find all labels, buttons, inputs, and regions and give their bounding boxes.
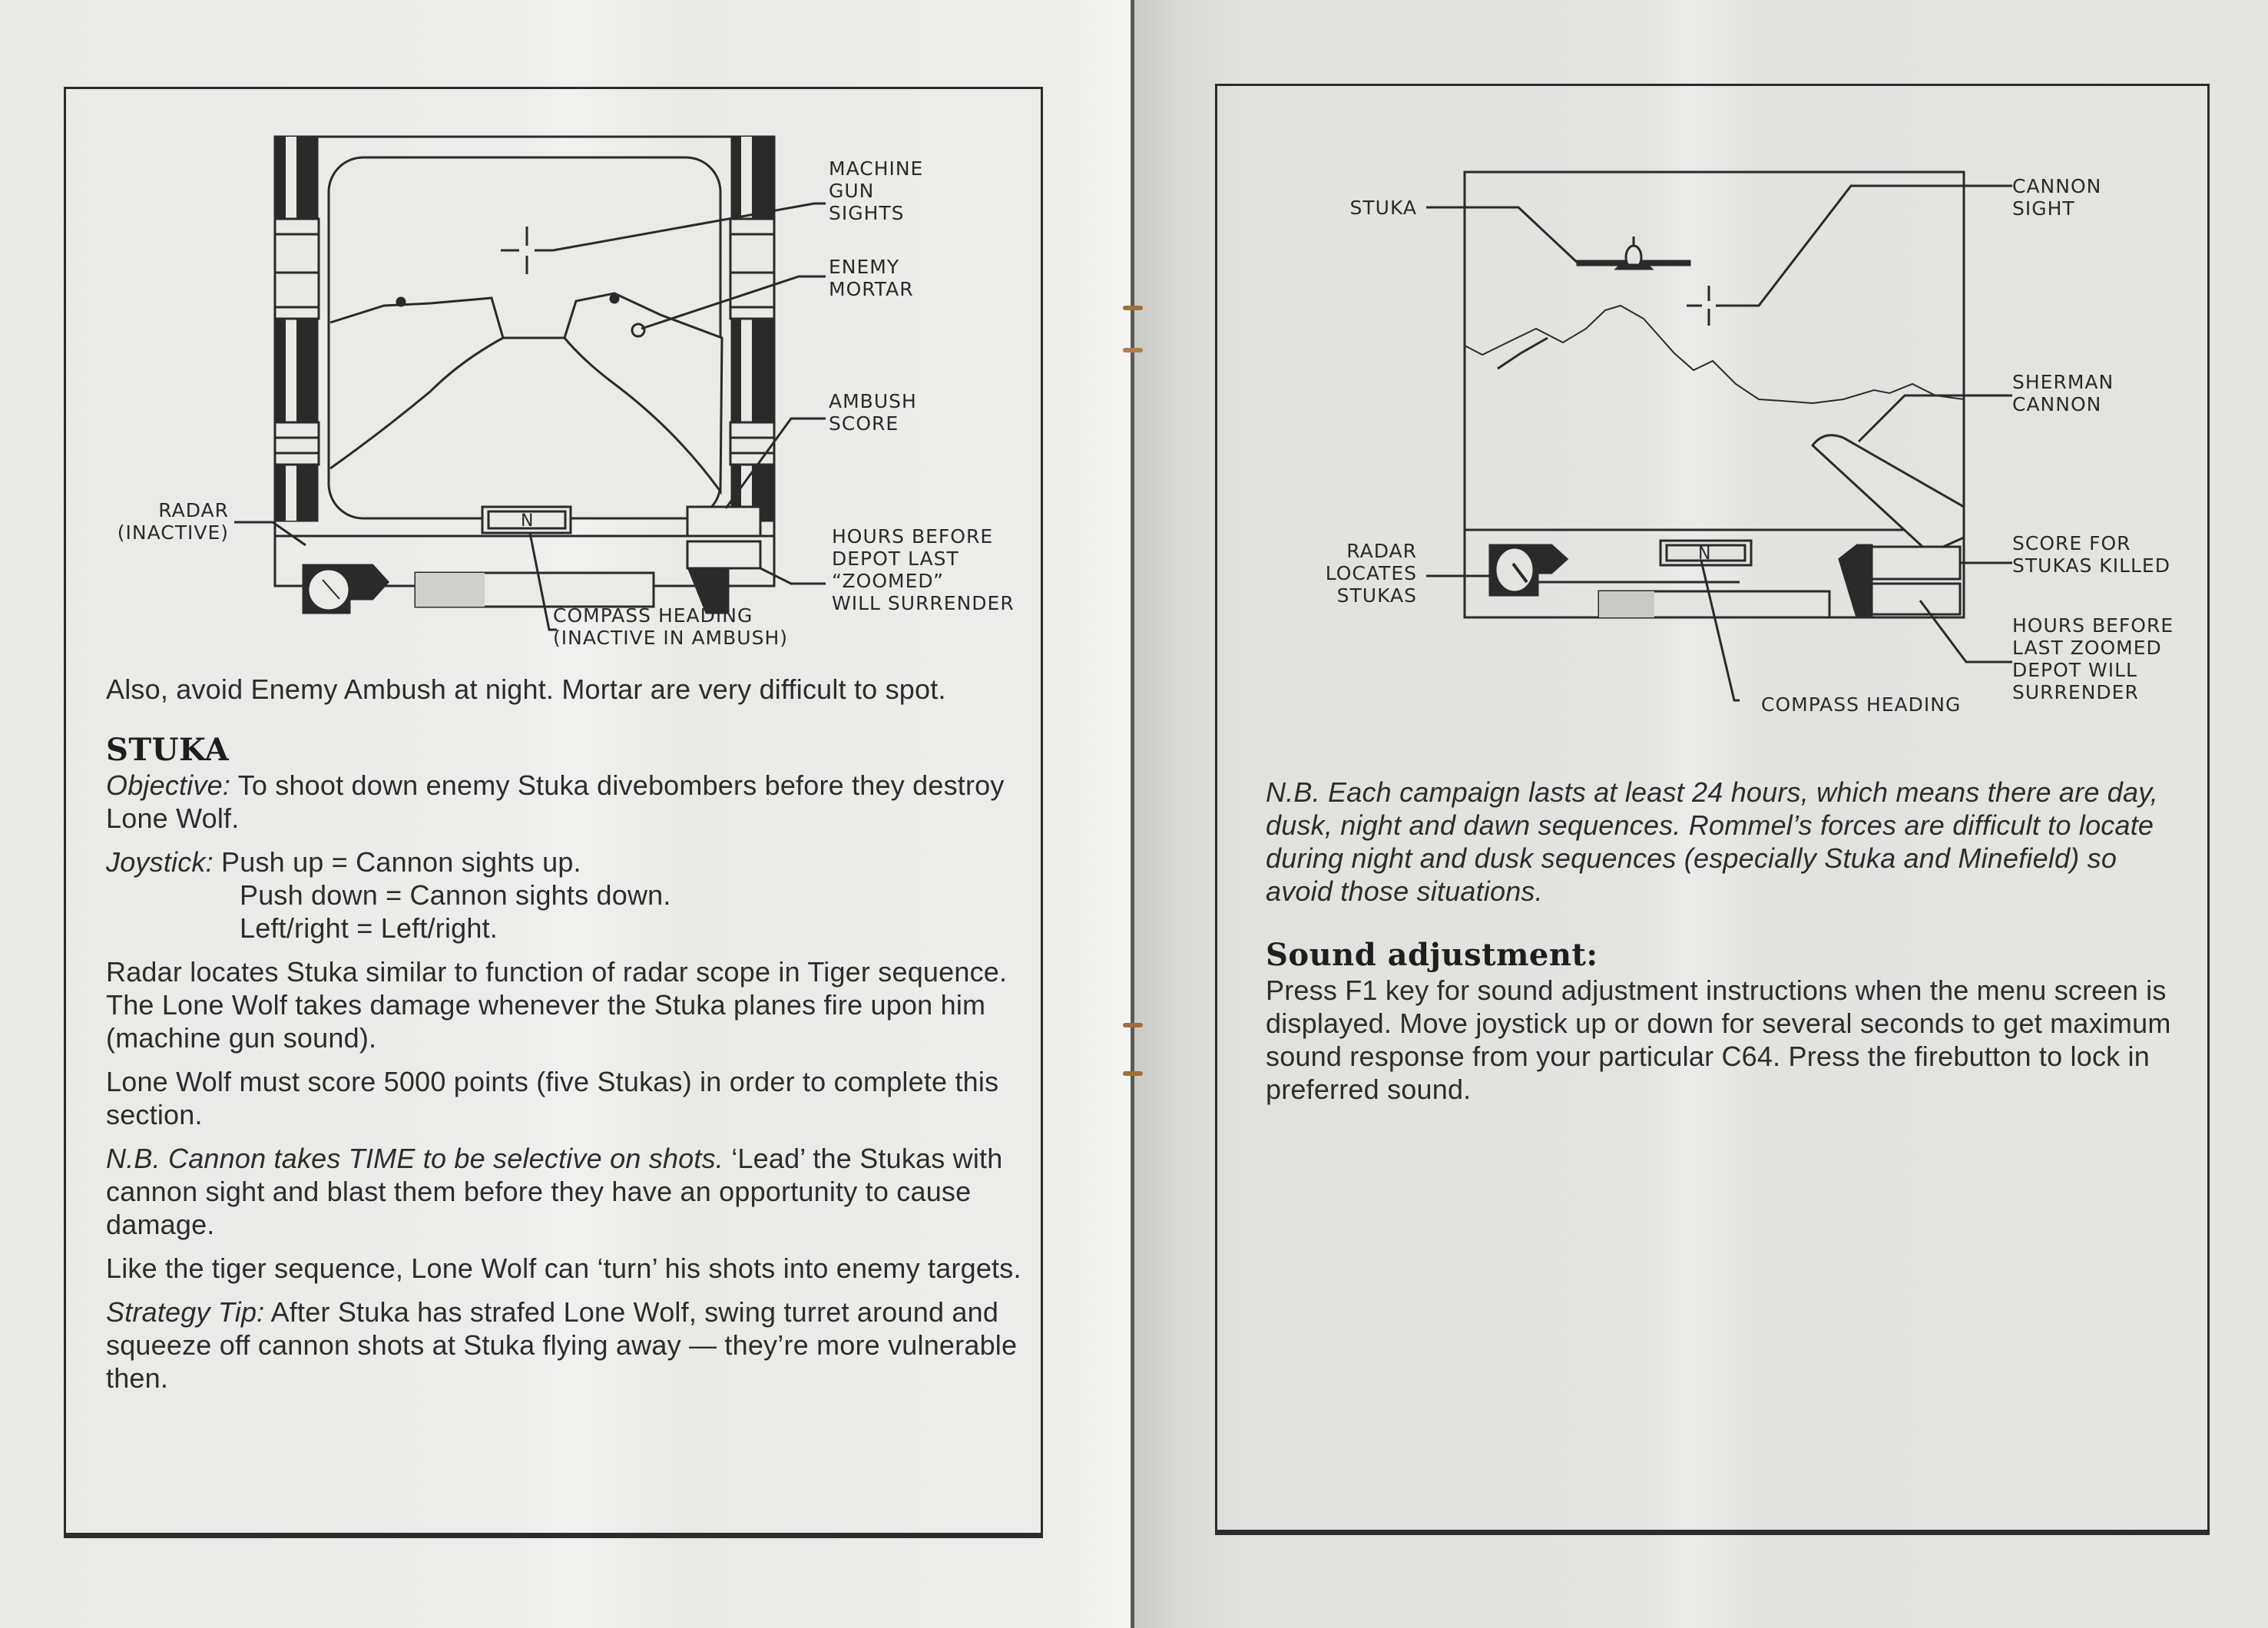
- sherman-cannon-icon: [1813, 435, 1964, 553]
- right-body: [1266, 776, 2172, 1117]
- label-radar-locates-stukas: RADAR LOCATES STUKAS: [1325, 540, 1417, 607]
- nb-rest: ‘Lead’ the Stukas with cannon sight and blast them before they have an opportunity to cause damage.: [106, 1143, 1003, 1240]
- nb-italic: N.B. Cannon takes TIME to be selective on shots.: [106, 1143, 723, 1174]
- label-hours-before-last-zoomed: HOURS BEFORE LAST ZOOMED DEPOT WILL SURRENDER: [2012, 614, 2174, 703]
- label-stuka: STUKA: [1349, 197, 1417, 219]
- label-hours-before-depot: HOURS BEFORE DEPOT LAST “ZOOMED” WILL SURRENDER: [832, 525, 1015, 614]
- stukas-killed-box: [1872, 547, 1960, 579]
- label-sherman-cannon: SHERMAN CANNON: [2012, 371, 2114, 415]
- objective-label: Objective:: [106, 769, 231, 801]
- radar-paragraph: Radar locates Stuka similar to function of radar scope in Tiger sequence. The Lone Wolf takes damage whenever the Stuka planes fire upon him (machine gun sound).: [106, 956, 1008, 1054]
- label-score-for-stukas: SCORE FOR STUKAS KILLED: [2012, 532, 2170, 577]
- sound-paragraph: Press F1 key for sound adjustment instructions when the menu screen is displayed. Move joystick up or down for several seconds to get maximum sound response from your particular C64. Press the firebutton to lock in preferred sound.: [1266, 974, 2171, 1105]
- tip-text: After Stuka has strafed Lone Wolf, swing turret around and squeeze off cannon shots at Stuka flying away — they’re more vulnerable then.: [106, 1296, 1018, 1394]
- label-ambush-score: AMBUSH SCORE: [829, 390, 917, 435]
- label-cannon-sight: CANNON SIGHT: [2012, 175, 2102, 220]
- campaign-nb-paragraph: N.B. Each campaign lasts at least 24 hours, which means there are day, dusk, night and dawn sequences. Rommel’s forces are difficult to locate during night and dusk sequences (especially Stuka and Minefield) so avoid those situations.: [1266, 776, 2158, 907]
- turn-paragraph: Like the tiger sequence, Lone Wolf can ‘turn’ his shots into enemy targets.: [106, 1252, 1021, 1284]
- intro-paragraph: Also, avoid Enemy Ambush at night. Mortar are very difficult to spot.: [106, 673, 946, 705]
- label-compass-heading: COMPASS HEADING: [1761, 693, 1962, 716]
- section-title-sound-adjustment: Sound adjustment:: [1266, 937, 1598, 973]
- hours-box: [1872, 584, 1960, 614]
- label-compass-heading: COMPASS HEADING (INACTIVE IN AMBUSH): [553, 604, 788, 649]
- label-enemy-mortar: ENEMY MORTAR: [829, 256, 914, 300]
- stuka-plane-icon: [1578, 237, 1690, 269]
- cannon-sight-icon: [1687, 286, 1727, 326]
- section-title-stuka: STUKA: [106, 732, 230, 768]
- joystick-line-2: Push down = Cannon sights down.: [240, 879, 671, 911]
- label-radar-inactive: RADAR (INACTIVE): [117, 499, 229, 544]
- score-paragraph: Lone Wolf must score 5000 points (five Stukas) in order to complete this section.: [106, 1066, 999, 1130]
- joystick-line-1: Push up = Cannon sights up.: [213, 846, 581, 878]
- label-machine-gun-sights: MACHINE GUN SIGHTS: [829, 157, 924, 224]
- compass-glyph-left: N: [521, 511, 534, 531]
- mountain-range: [1465, 306, 1964, 403]
- tip-label: Strategy Tip:: [106, 1296, 265, 1328]
- joystick-label: Joystick:: [106, 846, 214, 878]
- compass-glyph-right: N: [1698, 544, 1711, 564]
- radar-dial-icon: [1495, 548, 1534, 592]
- joystick-line-3: Left/right = Left/right.: [240, 912, 498, 944]
- objective-text: To shoot down enemy Stuka divebombers before they destroy Lone Wolf.: [106, 769, 1005, 834]
